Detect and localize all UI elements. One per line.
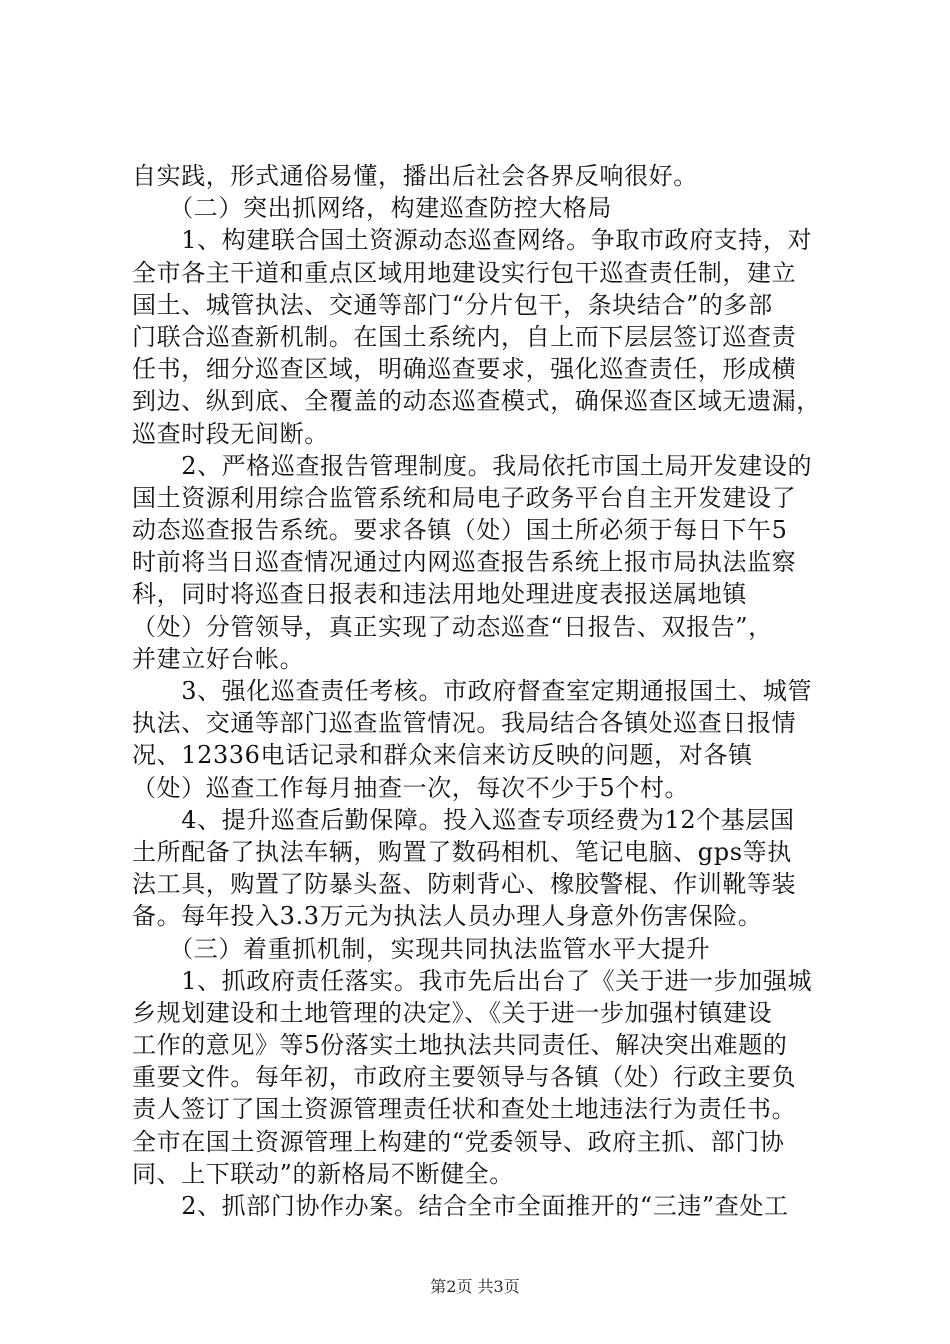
- text-line: 法工具，购置了防暴头盔、防刺背心、橡胶警棍、作训靴等装: [132, 870, 797, 899]
- text-line: 全市各主干道和重点区域用地建设实行包干巡查责任制，建立: [132, 258, 797, 287]
- text-line: 备。每年投入3.3万元为执法人员办理人身意外伤害保险。: [132, 902, 763, 931]
- text-line: 重要文件。每年初，市政府主要领导与各镇（处）行政主要负: [132, 1063, 797, 1092]
- text-line: 况、12336电话记录和群众来信来访反映的问题，对各镇: [132, 741, 753, 770]
- text-line: 国土、城管执法、交通等部门“分片包干，条块结合”的多部: [132, 290, 773, 319]
- text-line: 土所配备了执法车辆，购置了数码相机、笔记电脑、gps等执: [132, 837, 792, 866]
- text-line: 动态巡查报告系统。要求各镇（处）国土所必须于每日下午5: [132, 516, 788, 545]
- text-line: 2、严格巡查报告管理制度。我局依托市国土局开发建设的: [132, 451, 813, 480]
- text-line: 责人签订了国土资源管理责任状和查处土地违法行为责任书。: [132, 1095, 797, 1124]
- page-number-footer: 第2页 共3页: [430, 1277, 520, 1296]
- text-line: 门联合巡查新机制。在国土系统内，自上而下层层签订巡查责: [132, 322, 797, 351]
- text-line: （处）分管领导，真正实现了动态巡查“日报告、双报告”，: [132, 612, 773, 641]
- text-line: 巡查时段无间断。: [132, 419, 329, 448]
- text-line: 国土资源利用综合监管系统和局电子政务平台自主开发建设了: [132, 483, 797, 512]
- text-line: 4、提升巡查后勤保障。投入巡查专项经费为12个基层国: [132, 805, 795, 834]
- text-line: 并建立好台帐。: [132, 644, 305, 673]
- document-body: [132, 160, 832, 1222]
- text-line: 3、强化巡查责任考核。市政府督查室定期通报国土、城管: [132, 677, 813, 705]
- text-line: 乡规划建设和土地管理的决定》、《关于进一步加强村镇建设: [132, 998, 773, 1027]
- text-line: 自实践，形式通俗易懂，播出后社会各界反响很好。: [132, 162, 698, 190]
- text-line: 全市在国土资源管理上构建的“党委领导、政府主抓、部门协: [132, 1127, 785, 1156]
- section-heading: （三）着重抓机制，实现共同执法监管水平大提升: [132, 934, 711, 963]
- text-line: 同、上下联动”的新格局不断健全。: [132, 1159, 514, 1188]
- text-line: 到边、纵到底、全覆盖的动态巡查模式，确保巡查区域无遗漏，: [132, 387, 821, 416]
- text-line: 时前将当日巡查情况通过内网巡查报告系统上报市局执法监察: [132, 548, 797, 577]
- text-line: 1、抓政府责任落实。我市先后出台了《关于进一步加强城: [132, 966, 813, 995]
- text-line: 任书，细分巡查区域，明确巡查要求，强化巡查责任，形成横: [132, 355, 797, 384]
- text-line: 2、抓部门协作办案。结合全市全面推开的“三违”查处工: [132, 1192, 789, 1220]
- text-line: 执法、交通等部门巡查监管情况。我局结合各镇处巡查日报情: [132, 709, 797, 738]
- text-line: 科，同时将巡查日报表和违法用地处理进度表报送属地镇: [132, 580, 747, 609]
- text-line: （处）巡查工作每月抽查一次，每次不少于5个村。: [132, 773, 690, 802]
- section-heading: （二）突出抓网络，构建巡查防控大格局: [132, 194, 612, 223]
- text-line: 1、构建联合国土资源动态巡查网络。争取市政府支持，对: [132, 226, 813, 255]
- text-line: 工作的意见》等5份落实土地执法共同责任、解决突出难题的: [132, 1031, 788, 1060]
